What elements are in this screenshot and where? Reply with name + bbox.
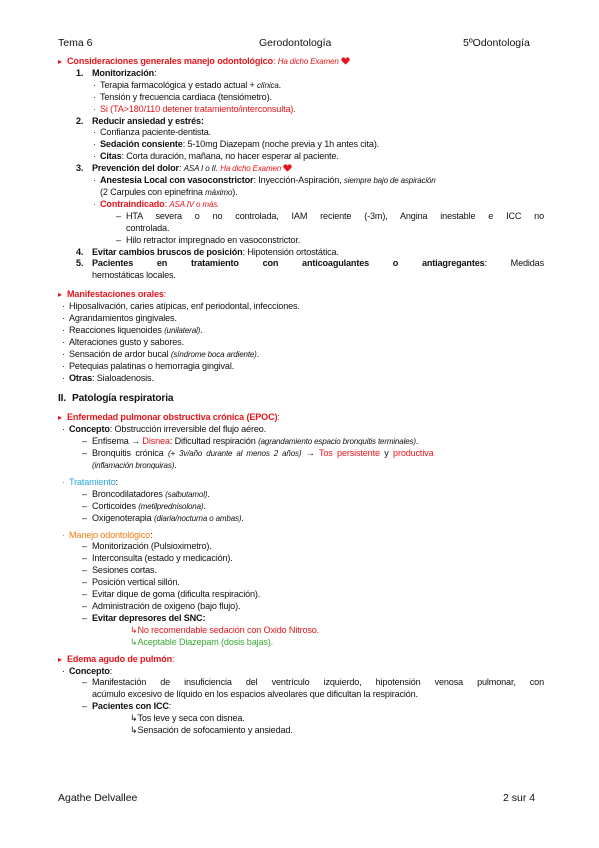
list-item: – Corticoides (metilprednisolona). [82,500,206,511]
header-left: Tema 6 [58,37,93,49]
exam-note: Ha dicho Examen [220,164,282,174]
list-item-sub: ↳Tos leve y seca con disnea. [130,713,245,724]
header-center: Gerodontología [259,37,332,49]
footer-author: Agathe Delvallee [58,792,138,804]
list-item-continuation: hemostáticas locales. [92,270,176,281]
list-item: 5. Pacientes en tratamiento con anticoagulantes o antiagregantes: Medidas [76,258,544,269]
list-item: 2. Reducir ansiedad y estrés: [76,115,204,126]
list-item: – Enfisema → Disnea: Dificultad respiración (agrandamiento espacio bronquitis terminales). [82,436,419,447]
header-right: 5ºOdontología [463,37,530,49]
list-item: 1. Monitorización: [76,67,157,78]
list-item: · Terapia farmacológica y estado actual + clínica. [93,79,282,90]
list-item: – Posición vertical sillón. [82,577,180,588]
list-item-manejo: · Manejo odontológico: [62,529,153,540]
section-heading-ii: II. Patología respiratoria [58,393,174,405]
list-item: – Bronquitis crónica (+ 3v/año durante al menos 2 años) → Tos persistente y productiva [82,448,434,459]
list-item: · Alteraciones gusto y sabores. [62,336,184,347]
list-item: – Oxigenoterapia (diaria/nocturna o ambas). [82,512,244,523]
list-item-tratamiento: · Tratamiento: [62,476,118,487]
red-triangle-icon: ▸ [58,290,62,300]
red-triangle-icon: ▸ [58,57,62,66]
list-item: · Otras: Sialoadenosis. [62,372,154,383]
list-item: – Manifestación de insuficiencia del ventrículo izquierdo, hipotensión venosa pulmonar, con [82,677,544,688]
list-item: · Agrandamientos gingivales. [62,313,177,324]
section-epoc-heading: ▸ Enfermedad pulmonar obstructiva crónica (EPOC): [58,412,280,423]
section-edema-heading: ▸ Edema agudo de pulmón: [58,653,175,664]
list-item: – Broncodilatadores (salbutamol). [82,488,210,499]
list-item-continuation: acúmulo excesivo de líquido en los espacios alveolares que dificultan la respiración. [92,689,418,700]
red-triangle-icon: ▸ [58,413,62,423]
list-item-sub: ↳Aceptable Diazepam (dosis bajas). [130,636,274,647]
list-item: · Sedación consiente: 5-10mg Diazepam (noche previa y 1h antes cita). [93,139,380,150]
exam-note: Ha dicho Examen [277,57,339,66]
list-item: – Interconsulta (estado y medicación). [82,553,233,564]
list-item-continuation: controlada. [126,222,170,233]
list-item: · Confianza paciente-dentista. [93,127,212,138]
list-item: · Contraindicado: ASA IV o más. [93,198,220,209]
section-manifestaciones-heading: ▸ Manifestaciones orales: [58,289,167,300]
heart-icon [283,164,292,172]
list-item-continuation: (inflamación bronquiras). [92,460,177,470]
list-item: · Citas: Corta duración, mañana, no hacer esperar al paciente. [93,151,339,162]
list-item-continuation: (2 Carpules con epinefrina máximo). [100,186,238,197]
list-item: – HTA severa o no controlada, IAM reciente (-3m), Angina inestable e ICC no [116,210,544,221]
footer-page-number: 2 sur 4 [503,792,536,804]
list-item: · Petequias palatinas o hemorragia gingival. [62,360,235,371]
list-item: – Pacientes con ICC: [82,701,172,712]
heart-icon [341,57,350,65]
list-item: · Sensación de ardor bucal (síndrome boca ardiente). [62,348,260,359]
list-item-sub: ↳No recomendable sedación con Oxido Nitroso. [130,624,320,635]
list-item: · Reacciones liquenoides (unilateral). [62,324,203,335]
red-triangle-icon: ▸ [58,654,62,664]
list-item: · Si (TA>180/110 detener tratamiento/interconsulta). [93,103,296,114]
list-item: 4. Evitar cambios bruscos de posición: Hipotensión ortostática. [76,246,339,257]
list-item: – Hilo retractor impregnado en vasoconstrictor. [116,234,301,245]
list-item: – Evitar dique de goma (dificulta respiración). [82,589,261,600]
section-consideraciones-heading: ▸ Consideraciones generales manejo odontológico: Ha dicho Examen [58,56,544,68]
list-item: – Sesiones cortas. [82,565,157,576]
document-body [58,56,544,737]
list-item: · Hiposalivación, caries atípicas, enf periodontal, infecciones. [62,301,300,312]
list-item: · Anestesia Local con vasoconstrictor: Inyección-Aspiración, siempre bajo de aspiración [93,175,436,186]
list-item-sub: ↳Sensación de sofocamiento y ansiedad. [130,725,293,736]
list-item: – Evitar depresores del SNC: [82,612,206,623]
list-item: · Concepto: Obstrucción irreversible del flujo aéreo. [62,424,267,435]
list-item: · Tensión y frecuencia cardiaca (tensiómetro). [93,91,272,102]
list-item: · Concepto: [62,665,113,676]
list-item: – Monitorización (Pulsioximetro). [82,541,212,552]
list-item: 3. Prevención del dolor: ASA I o II. Ha dicho Examen [58,163,544,175]
list-item: – Administración de oxigeno (bajo flujo). [82,600,241,611]
